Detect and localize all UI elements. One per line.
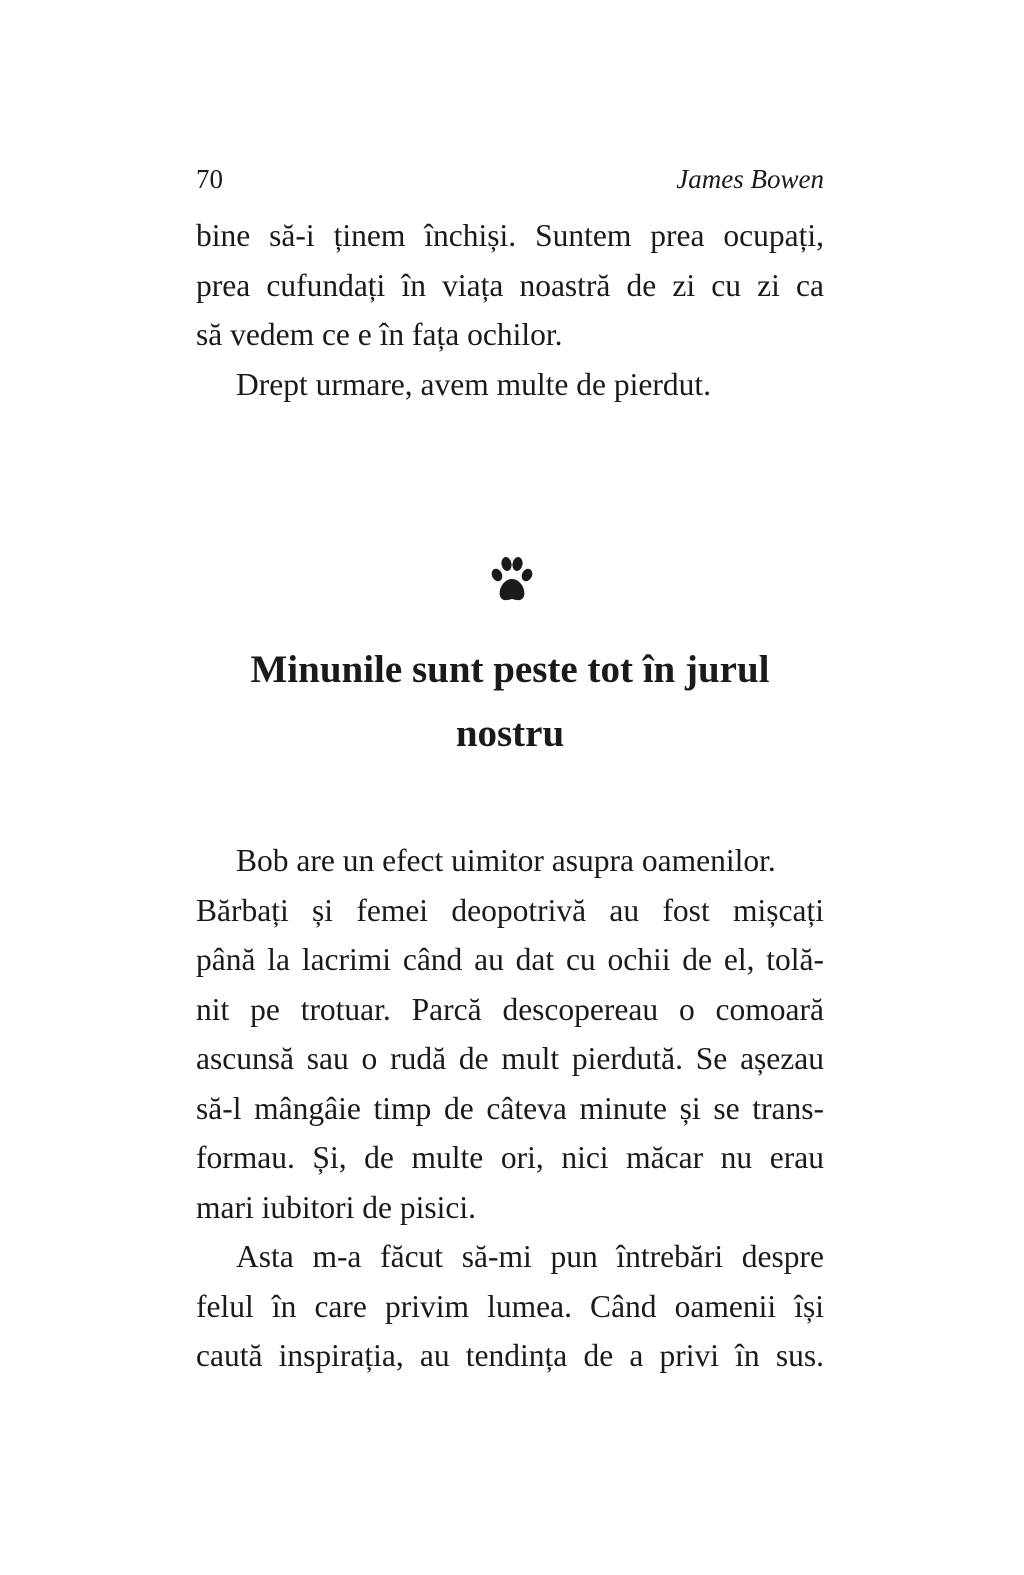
text-line: mari iubitori de pisici. — [196, 1189, 476, 1225]
chapter-title — [196, 638, 824, 766]
text-line: caută inspirația, au tendința de a privi în sus. — [196, 1338, 824, 1373]
running-head-author: James Bowen — [676, 164, 824, 194]
text-line: să vedem ce e în fața ochilor. — [196, 317, 563, 352]
text-block-top — [196, 211, 824, 409]
text-line: Drept urmare, avem multe de pierdut. — [236, 366, 711, 402]
text-line: Asta m-a făcut să-mi pun întrebări despre — [236, 1239, 824, 1274]
page-content — [196, 160, 824, 409]
chapter-title-line: nostru — [455, 712, 565, 755]
text-line: ascunsă sau o rudă de mult pierdută. Se așezau — [196, 1041, 824, 1076]
running-header — [196, 160, 824, 198]
text-line: prea cufundați în viața noastră de zi cu zi ca — [196, 267, 824, 303]
text-line: formau. Și, de multe ori, nici măcar nu erau — [196, 1140, 824, 1175]
text-line: Bob are un efect uimitor asupra oamenilor. — [236, 843, 776, 878]
chapter-title-line: Minunile sunt peste tot în jurul — [250, 648, 770, 691]
page-number: 70 — [196, 164, 223, 194]
text-line: să-l mângâie timp de câteva minute și se trans- — [196, 1090, 824, 1126]
paw-print-icon — [490, 555, 534, 605]
text-line: bine să-i ținem închiși. Suntem prea ocupați, — [196, 218, 824, 253]
text-block-body — [196, 836, 824, 1381]
text-line: nit pe trotuar. Parcă descopereau o comoară — [196, 991, 824, 1027]
text-line: până la lacrimi când au dat cu ochii de el, tolă- — [196, 942, 824, 977]
text-line: felul în care privim lumea. Când oamenii își — [196, 1288, 824, 1324]
text-line: Bărbați și femei deopotrivă au fost mișcați — [196, 892, 824, 928]
